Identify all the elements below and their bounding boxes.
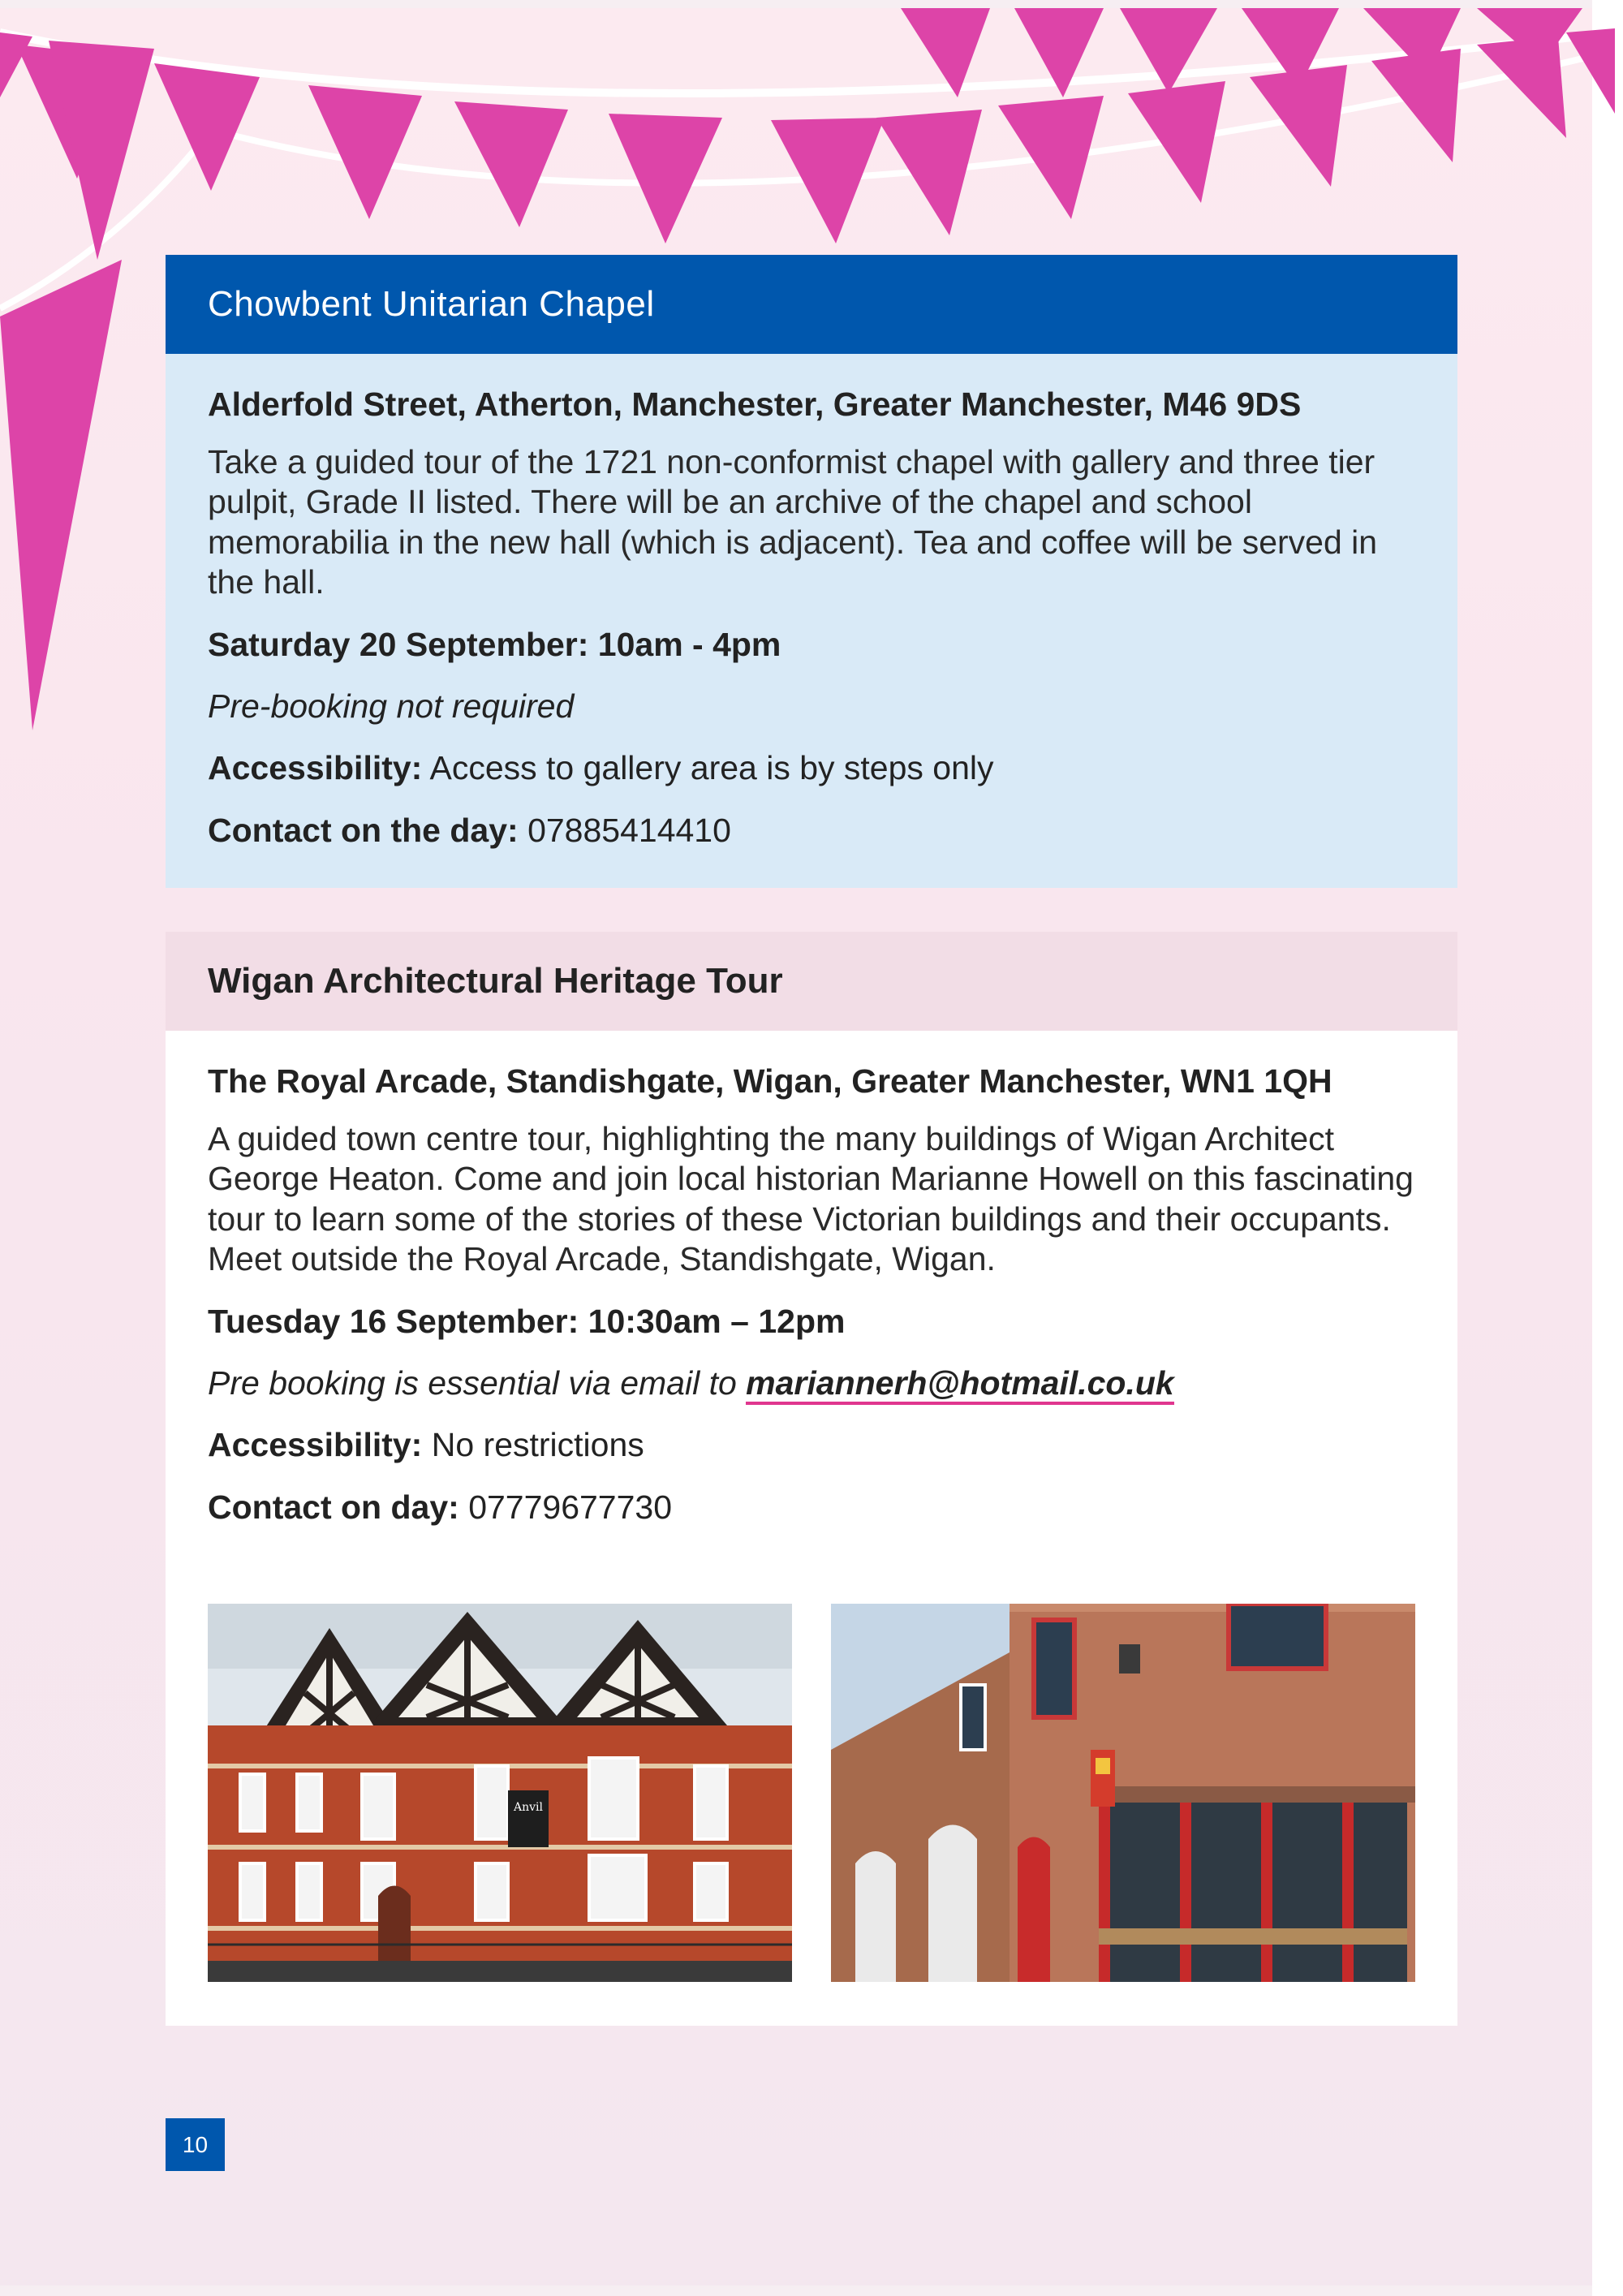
event-description: A guided town centre tour, highlighting the many buildings of Wigan Architect George Heaton. Come and join local historian Marianne Howell on this fascinating tour to learn some of the stories of these Victorian buildings and their occupants. Meet outside the Royal Arcade, Standishgate, Wigan. bbox=[208, 1120, 1414, 1277]
photo-royal-arcade bbox=[831, 1604, 1415, 1982]
event-address: The Royal Arcade, Standishgate, Wigan, Greater Manchester, WN1 1QH bbox=[208, 1062, 1332, 1100]
event-accessibility bbox=[208, 1425, 1415, 1465]
page-number: 10 bbox=[166, 2118, 225, 2171]
booking-text: Pre booking is essential via email to bbox=[208, 1364, 747, 1402]
contact-value: 07885414410 bbox=[518, 811, 731, 849]
accessibility-value: No restrictions bbox=[422, 1426, 644, 1464]
event-card-wigan bbox=[166, 932, 1457, 2026]
event-date: Saturday 20 September: 10am - 4pm bbox=[208, 625, 781, 663]
event-title: Chowbent Unitarian Chapel bbox=[166, 255, 1457, 354]
photo-anvil-building bbox=[208, 1604, 792, 1982]
event-accessibility bbox=[208, 748, 1415, 788]
event-date: Tuesday 16 September: 10:30am – 12pm bbox=[208, 1302, 846, 1340]
event-title: Wigan Architectural Heritage Tour bbox=[166, 932, 1457, 1031]
event-card-chowbent bbox=[166, 255, 1457, 888]
event-address: Alderfold Street, Atherton, Manchester, Greater Manchester, M46 9DS bbox=[208, 386, 1302, 423]
contact-value: 07779677730 bbox=[458, 1488, 673, 1526]
accessibility-value: Access to gallery area is by steps only bbox=[422, 749, 994, 787]
accessibility-label: Accessibility: bbox=[208, 749, 423, 787]
event-contact bbox=[208, 1488, 1415, 1527]
event-description: Take a guided tour of the 1721 non-conformist chapel with gallery and three tier pulpit, Grade II listed. There will be an archive of the chapel and school memorabilia in the new hall (which is adjacent). Tea and coffee will be served in the hall. bbox=[208, 443, 1378, 601]
event-booking bbox=[208, 1363, 1415, 1403]
event-booking: Pre-booking not required bbox=[208, 687, 575, 726]
contact-label: Contact on the day: bbox=[208, 811, 519, 849]
pub-sign-text: Anvil bbox=[514, 1801, 543, 1814]
accessibility-label: Accessibility: bbox=[208, 1426, 423, 1464]
contact-label: Contact on day: bbox=[208, 1488, 459, 1526]
photo-row bbox=[208, 1604, 1415, 1982]
booking-email-link[interactable]: mariannerh@hotmail.co.uk bbox=[746, 1364, 1174, 1405]
event-contact bbox=[208, 811, 1415, 851]
